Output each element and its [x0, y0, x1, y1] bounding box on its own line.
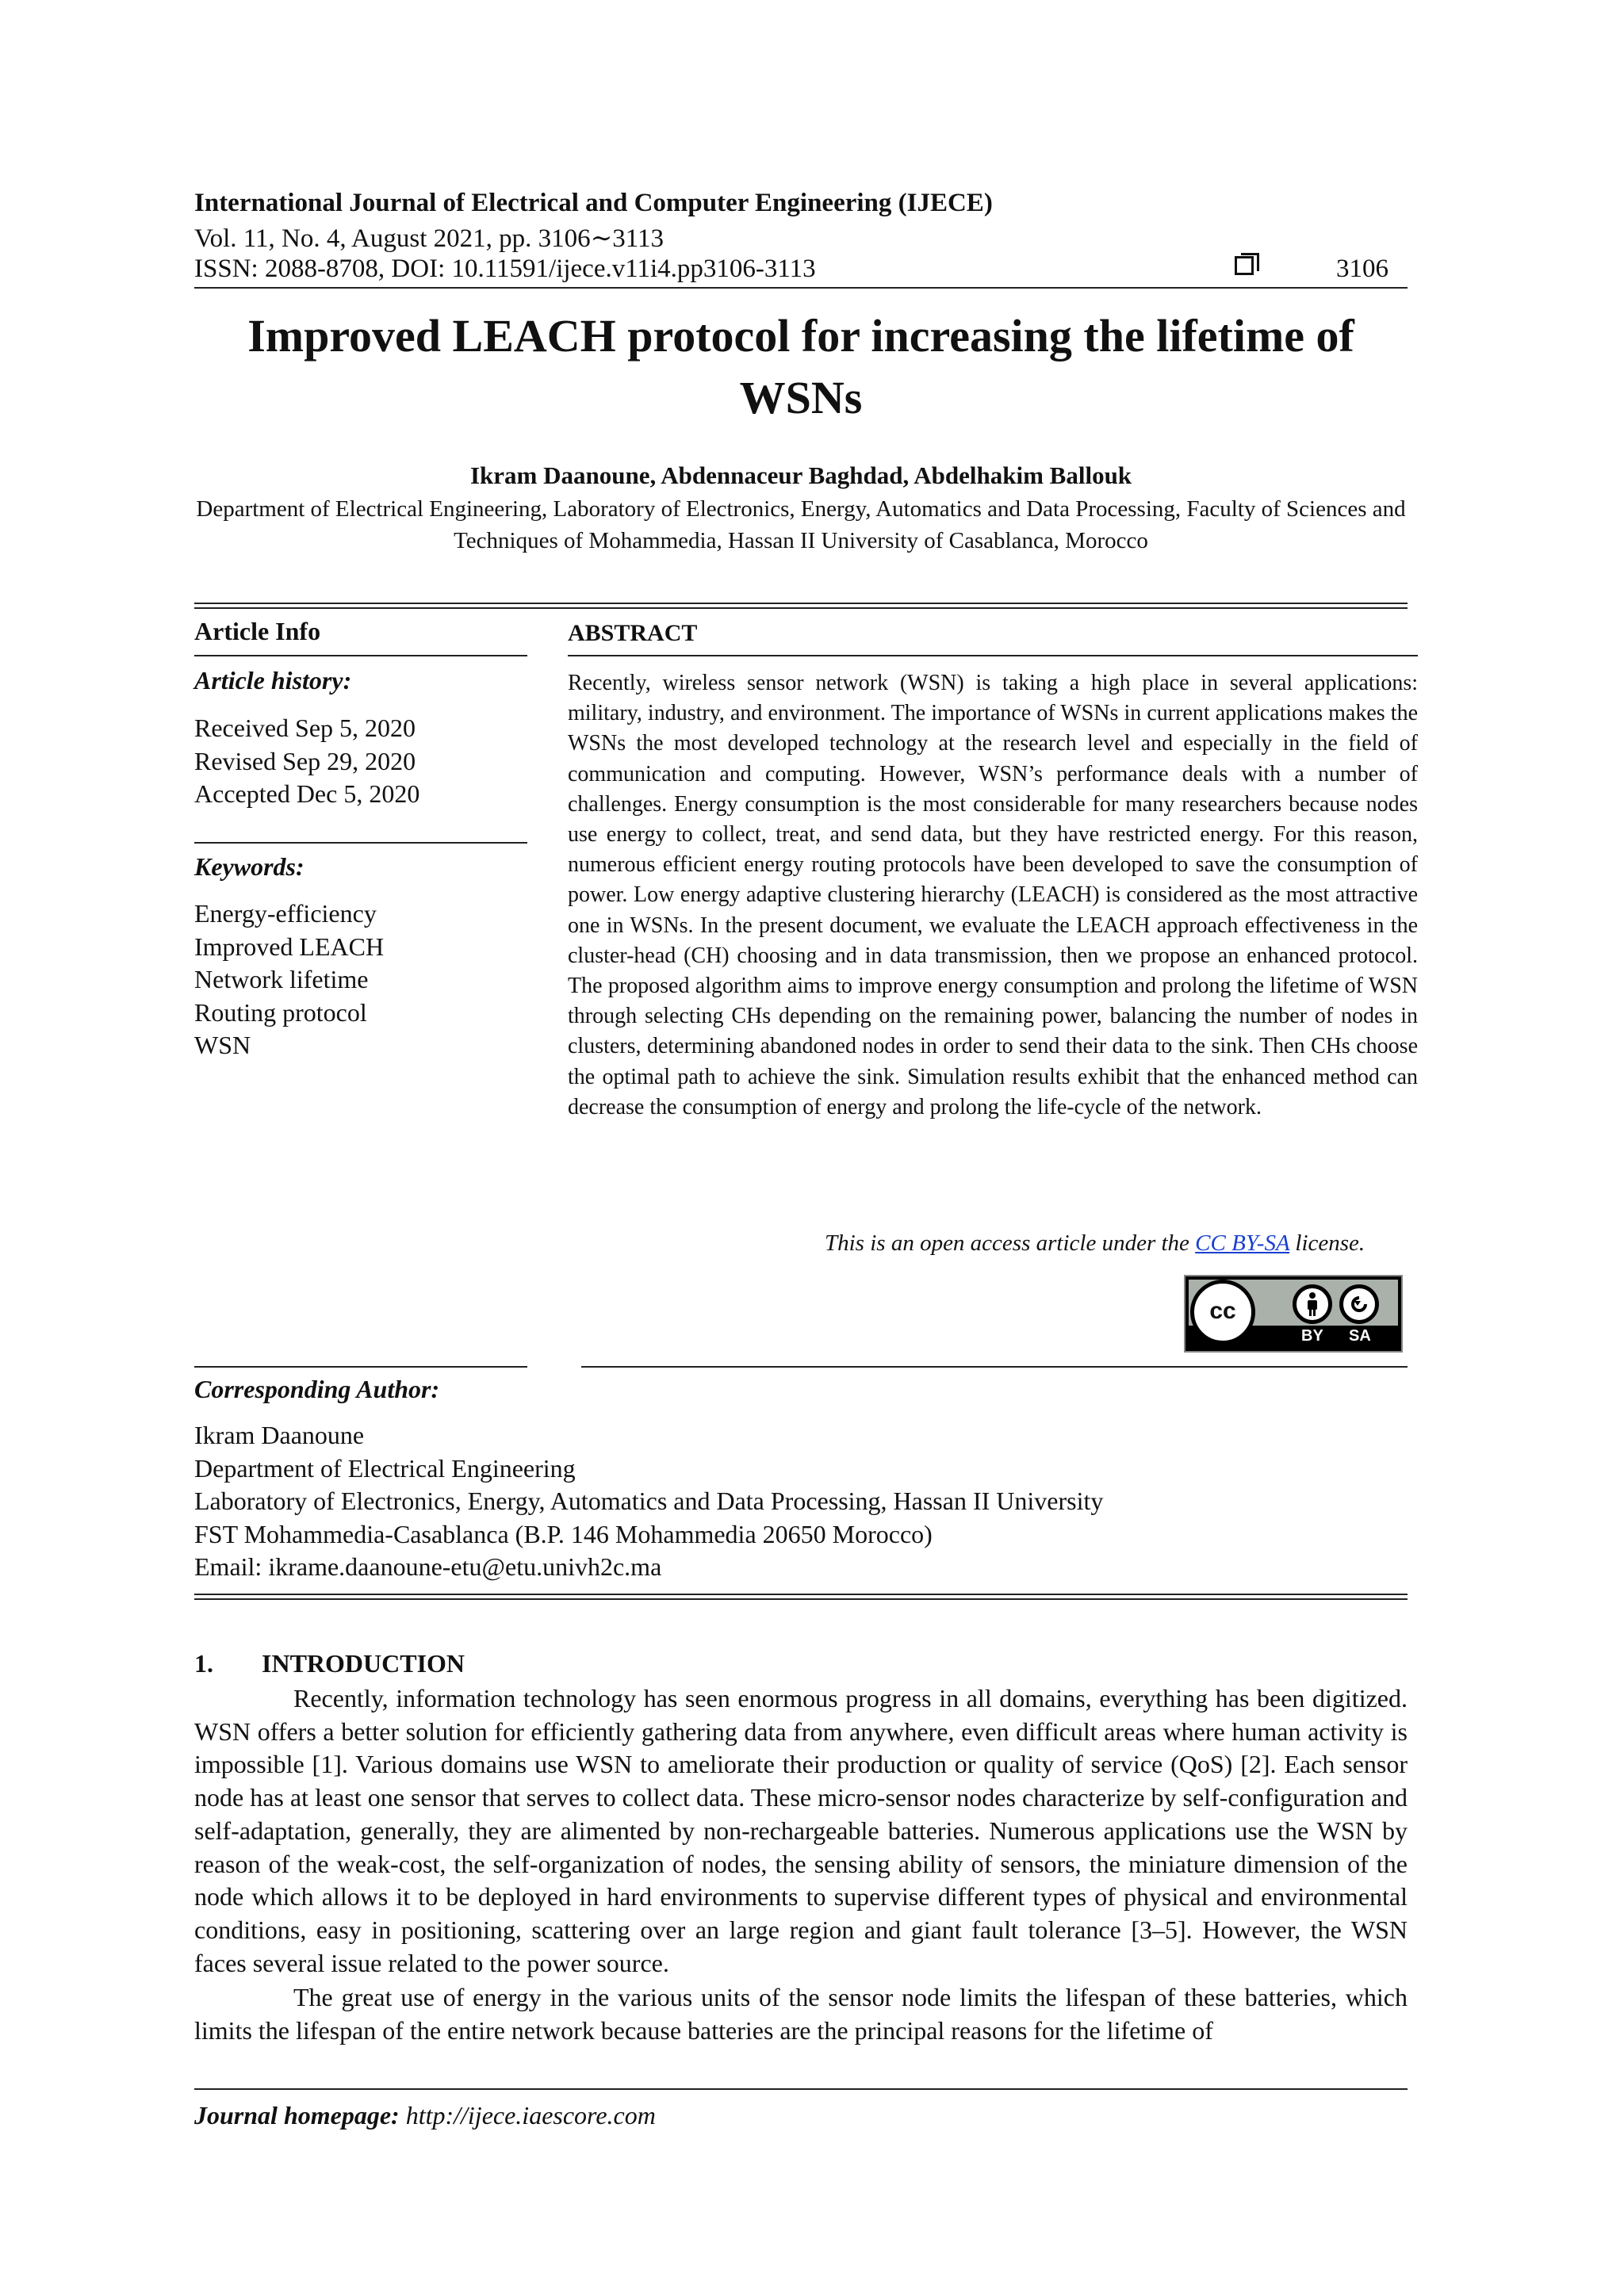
- page-number: 3106: [1336, 254, 1388, 283]
- introduction-heading: [194, 1649, 465, 1678]
- journal-homepage: [194, 2101, 656, 2130]
- open-access-suffix: license.: [1289, 1230, 1365, 1256]
- keyword: Improved LEACH: [194, 932, 385, 961]
- paper-title: Improved LEACH protocol for increasing the lifetime of WSNs: [247, 310, 1354, 423]
- bottom-double-rule-2: [194, 1598, 1408, 1600]
- corresponding-address: FST Mohammedia-Casablanca (B.P. 146 Mohammedia 20650 Morocco): [194, 1519, 933, 1548]
- top-double-rule-2: [194, 607, 1408, 609]
- keywords-heading: Keywords:: [194, 852, 304, 881]
- keywords-list: [194, 897, 384, 1062]
- history-received: Received Sep 5, 2020: [194, 714, 416, 742]
- history-revised: Revised Sep 29, 2020: [194, 746, 416, 775]
- header-rule: [194, 287, 1408, 289]
- paragraph-text: Recently, information technology has seen enormous progress in all domains, everything has been digitized. WSN offers a better solution for efficiently gathering data from anywhere, even difficult areas where human activity is impossible [1]. Various domains use WSN to ameliorate their production or quality of service (QoS) [2]. Each sensor node has at least one sensor that serves to collect data. These micro-sensor nodes characterize by self-configuration and self-adaptation, generally, they are alimented by non-rechargeable batteries. Numerous applications use the WSN by reason of the weak-cost, the self-organization of nodes, the sensing ability of sensors, the miniature dimension of the node which allows it to be deployed in hard environments to supervise different types of physical and environmental conditions, easy in positioning, scattering over an large region and giant fault tolerance [3–5]. However, the WSN faces several issue related to the power source.: [194, 1684, 1408, 1977]
- open-access-prefix: This is an open access article under the: [825, 1230, 1196, 1256]
- journal-name: International Journal of Electrical and Computer Engineering (IJECE): [194, 189, 993, 217]
- cc-by-sa-badge[interactable]: [1184, 1275, 1403, 1353]
- corresponding-department: Department of Electrical Engineering: [194, 1453, 576, 1483]
- corresponding-rule-right: [581, 1366, 1408, 1368]
- author-list: Ikram Daanoune, Abdennaceur Baghdad, Abdelhakim Ballouk: [469, 461, 1132, 489]
- corresponding-author-heading: Corresponding Author:: [194, 1375, 440, 1403]
- section-title: INTRODUCTION: [262, 1649, 465, 1678]
- affiliation: Department of Electrical Engineering, Laboratory of Electronics, Energy, Automatics and Data Processing, Faculty of Sciences and Techniques of Mohammedia, Hassan II University of Casablanca, Morocco: [196, 496, 1406, 553]
- open-access-note: [825, 1230, 1365, 1257]
- article-info-rule: [194, 655, 527, 656]
- history-accepted: Accepted Dec 5, 2020: [194, 779, 420, 808]
- corresponding-name: Ikram Daanoune: [194, 1421, 365, 1449]
- license-link[interactable]: CC BY-SA: [1195, 1230, 1290, 1256]
- introduction-paragraph-1: [194, 1682, 1408, 1980]
- corresponding-author-details: [194, 1419, 1103, 1584]
- history-rule: [194, 842, 527, 844]
- journal-volume: Vol. 11, No. 4, August 2021, pp. 3106∼3113: [194, 224, 665, 253]
- person-icon: [1293, 1284, 1332, 1324]
- article-history: [194, 712, 419, 811]
- keyword: Routing protocol: [194, 997, 367, 1027]
- keyword: Energy-efficiency: [194, 899, 377, 928]
- corresponding-email: Email: ikrame.daanoune-etu@etu.univh2c.ma: [194, 1552, 662, 1581]
- introduction-paragraph-2: [194, 1981, 1408, 2047]
- paragraph-text: The great use of energy in the various units of the sensor node limits the lifespan of these batteries, which limits the lifespan of the entire network because batteries are the principal reasons for the lifetime of: [194, 1983, 1408, 2045]
- journal-issn-doi: ISSN: 2088-8708, DOI: 10.11591/ijece.v11i4.pp3106-3113: [194, 254, 816, 283]
- abstract-rule: [568, 655, 1418, 656]
- top-double-rule-1: [194, 603, 1408, 604]
- abstract-text: Recently, wireless sensor network (WSN) is taking a high place in several applications: military, industry, and environment. The importance of WSNs in current applications makes the WSNs the most developed technology at the research level and especially in the field of communication and computing. However, WSN’s performance deals with a number of challenges. Energy consumption is the most considerable for many researchers because nodes use energy to collect, treat, and send data, but they have restricted energy. For this reason, numerous efficient energy routing protocols have been developed to save the consumption of power. Low energy adaptive clustering hierarchy (LEACH) is considered as the most attractive one in WSNs. In the present document, we evaluate the LEACH approach effectiveness in the cluster-head (CH) choosing and in data transmission, then we propose an enhanced protocol. The proposed algorithm aims to improve energy consumption and prolong the lifetime of WSN through selecting CHs depending on the remaining power, balancing the number of nodes in clusters, determining abandoned nodes in order to send their data to the sink. Then CHs choose the optimal path to achieve the sink. Simulation results exhibit that the enhanced method can decrease the consumption of energy and prolong the life-cycle of the network.: [568, 671, 1418, 1119]
- article-info-heading: Article Info: [194, 617, 321, 645]
- square-bullet-icon: [1235, 256, 1254, 275]
- article-history-heading: Article history:: [194, 666, 352, 695]
- footer-rule: [194, 2088, 1408, 2090]
- corresponding-laboratory: Laboratory of Electronics, Energy, Automatics and Data Processing, Hassan II University: [194, 1487, 1104, 1515]
- keyword: WSN: [194, 1031, 251, 1059]
- abstract-heading: ABSTRACT: [568, 620, 698, 646]
- badge-by-label: BY: [1301, 1327, 1323, 1345]
- footer-url[interactable]: http://ijece.iaescore.com: [405, 2101, 656, 2130]
- section-number: 1.: [194, 1649, 213, 1678]
- share-alike-icon: [1339, 1284, 1379, 1324]
- keyword: Network lifetime: [194, 965, 369, 993]
- footer-label: Journal homepage:: [194, 2101, 400, 2130]
- badge-sa-label: SA: [1349, 1327, 1371, 1345]
- cc-icon: cc: [1190, 1280, 1255, 1345]
- corresponding-rule-left: [194, 1366, 527, 1368]
- bottom-double-rule-1: [194, 1594, 1408, 1595]
